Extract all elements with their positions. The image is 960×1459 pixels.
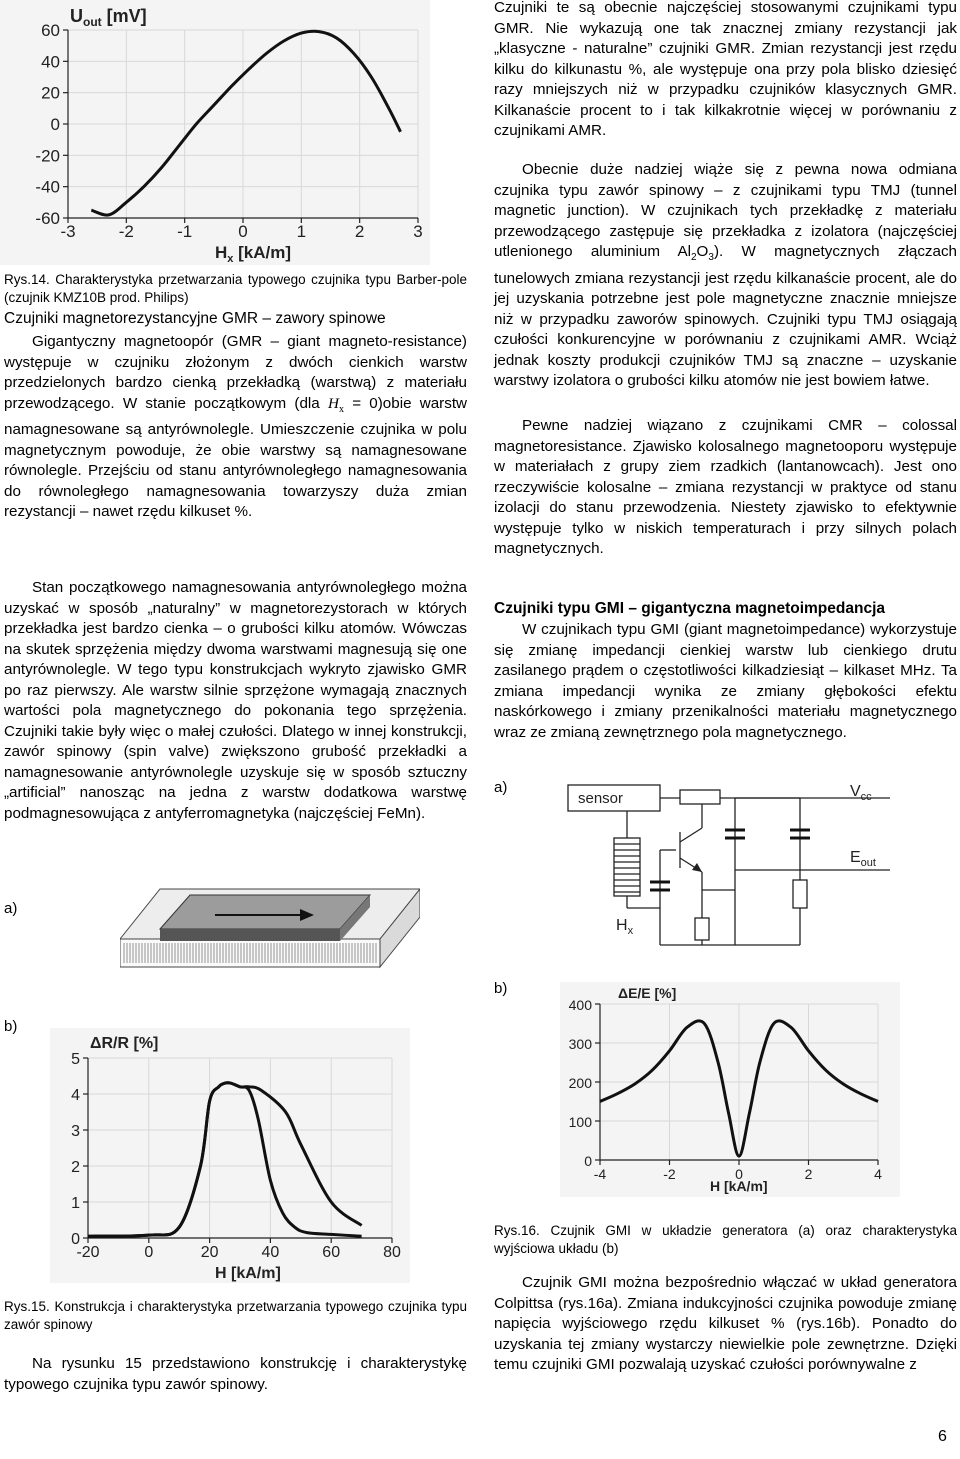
tick-label-x: 80 bbox=[383, 1244, 401, 1261]
tick-label-y: 400 bbox=[568, 997, 592, 1013]
tick-label-x: 1 bbox=[296, 222, 307, 241]
heading-gmi: Czujniki typu GMI – gigantyczna magnetoimpedancja bbox=[494, 600, 886, 617]
fig16b-label: b) bbox=[494, 980, 508, 997]
heading-gmr: Czujniki magnetorezystancyjne GMR – zawory spinowe bbox=[4, 310, 386, 327]
fig14-xlabel: H bbox=[215, 243, 228, 262]
page-number: 6 bbox=[938, 1428, 947, 1445]
tick-label-y: 20 bbox=[41, 83, 60, 103]
tick-label-y: 1 bbox=[71, 1195, 80, 1212]
tick-label-y: 0 bbox=[50, 115, 60, 134]
tick-label-x: 0 bbox=[144, 1244, 154, 1261]
tick-label-y: 100 bbox=[568, 1114, 592, 1130]
svg-text:Uout [mV]: $U_{out}$ [mV] bbox=[70, 6, 147, 29]
tick-label-x: -3 bbox=[60, 222, 76, 241]
svg-text:Vcc: $V_{cc}$ bbox=[850, 783, 872, 803]
tick-label-x: -4 bbox=[593, 1166, 607, 1182]
tick-label-x: 2 bbox=[354, 222, 365, 241]
tick-label-y: 4 bbox=[71, 1087, 80, 1104]
tick-label-x: -20 bbox=[76, 1244, 100, 1261]
right-paragraph-1: Czujniki te są obecnie najczęściej stosowanymi czujnikami typu GMR. Nie wykazują one tak znacznej zmiany rezystancji jak „klasyczne - naturalne” czujniki GMR. Zmian rezystancji jest rzędu kilku do kilkunastu %, ale występuje ona przy pola blisko dziesięć razy mniejszych niż w przypadku czujników klasycznych GMR. Kilkanaście procent to i tak kilkakrotnie więcej w porównaniu z czujnikami AMR. bbox=[494, 0, 957, 139]
tick-label-x: -2 bbox=[663, 1166, 676, 1182]
fig16a-label: a) bbox=[494, 779, 508, 796]
tick-label-x: 0 bbox=[735, 1166, 743, 1182]
tick-label-y: -20 bbox=[35, 146, 60, 166]
tick-label-y: 3 bbox=[71, 1123, 80, 1140]
tick-label-x: 20 bbox=[200, 1244, 219, 1261]
tick-label-y: 40 bbox=[41, 52, 60, 72]
fig15b-ylabel: ΔR/R [%] bbox=[90, 1035, 159, 1052]
right-paragraph-5: Czujnik GMI można bezpośrednio włączać w układ generatora Colpittsa (rys.16a). Zmiana indukcyjności czujnika powoduje zmianę napięcia wyjściowego rzędu kilkuset % (rys.16b). Ponadto do uzyskania tej zmiany wystarczy niewielkie pole zewnętrzne. Dzięki temu czujniki GMI pozwalają uzyskać czułości porównywalne z bbox=[494, 1274, 957, 1373]
fig15b-label: b) bbox=[4, 1018, 18, 1035]
hx-label: H bbox=[616, 917, 628, 934]
tick-label-x: 60 bbox=[322, 1244, 341, 1261]
tick-label-x: -1 bbox=[177, 222, 193, 241]
left-paragraph-1: Gigantyczny magnetoopór (GMR – giant magneto-resistance) występuje w czujniku złożonym z dwóch cienkich warstw przedzielonych bardzo cienką przekładką (warstwą) z materiału przewodzącego. W stanie początkowym (dla $H_x$ = 0)obie warstw namagnesowane są antyrównolegle. Umieszczenie czujnika w polu magnetycznym powoduje, że obie warstwy są namagnesowane równolegle. Przejściu od stanu antyrównoległego namagnesowania do równoległego namagnesowania towarzyszy duża zmian rezystancji – nawet rzędu kilkuset %. bbox=[4, 333, 468, 521]
right-paragraph-4: W czujnikach typu GMI (giant magnetoimpedance) wykorzystuje się zmianę impedancji cienkiej warstw lub cienkiego drutu zasilanego prądem o częstotliwości kilkadziesiąt – kilkaset MHz. Ta zmiana impedancji wynika ze zmiany głębokości efektu naskórkowego i zmiany przenikalności materiału magnetycznego wraz ze zmianą zewnętrznego pola magnetycznego. bbox=[494, 621, 957, 741]
fig16a-circuit bbox=[560, 770, 900, 970]
tick-label-x: 0 bbox=[238, 222, 248, 241]
eout-label: E bbox=[850, 849, 861, 866]
fig15b-chart bbox=[50, 1028, 410, 1283]
right-paragraph-3: Pewne nadziej wiązano z czujnikami CMR – colossal magnetoresistance. Zjawisko kolosalnego magnetooporu występuje w materiałach z grupy ziem rzadkich (lantanowcach). Jest ono rzeczywiście kolosalne – zmiana rezystancji w praktyce od stanu izolacji do stanu przewodzenia. Niestety zjawisko to efektywnie występuje tylko w niskich temperaturach i przy silnych polach magnetycznych. bbox=[494, 417, 957, 557]
left-paragraph-3: Na rysunku 15 przedstawiono konstrukcję i charakterystykę typowego czujnika typu zawór spinowy. bbox=[4, 1355, 467, 1393]
transistor-emitter-arrow-icon bbox=[692, 863, 702, 872]
tick-label-x: 4 bbox=[874, 1166, 882, 1182]
tick-label-y: 200 bbox=[568, 1075, 592, 1091]
left-paragraph-2: Stan początkowego namagnesowania antyrównoległego można uzyskać w sposób „naturalny” w magnetorezystorach w których przekładka jest bardzo cienka – o grubości kilku atomów. Wówczas na skutek sprzężenia między dwoma warstwami magnesują się one antyrównolegle. W tego typu konstrukcjach wykryto zjawisko GMR po raz pierwszy. Ale warstw silnie sprzężone wymagają znacznych wartości pola magnetycznego do pokonania tego sprzężenia. Czujniki takie były więc o małej czułości. Dlatego w innej konstrukcji, zawór spinowy (spin valve) zwiększono grubość przekładki a namagnesowanie antyrównolegle uzyskuje się w sposób sztuczny „artificial” nanosząc na jedna z warstw dodatkowa warstwę podmagnesowująca z antyferromagnetyka (najczęściej FeMn). bbox=[4, 579, 467, 822]
tick-label-y: 0 bbox=[584, 1153, 592, 1169]
fig16b-chart bbox=[560, 982, 900, 1197]
tick-label-y: 60 bbox=[41, 21, 60, 40]
fig15a-structure bbox=[120, 885, 420, 985]
fig16b-ylabel: ΔE/E [%] bbox=[618, 985, 677, 1001]
right-paragraph-2: Obecnie duże nadziej wiąże się z pewna nowa odmiana czujnika typu zawór spinowy – z czujnikami typu TMJ (tunnel magnetic junction). W czujnikach tych przekładkę z materiału przewodzącego zastępuje się przekładka z izolatora (najczęściej utlenionego aluminium $Al_2O_3$). W magnetycznych złączach tunelowych zmiana rezystancji jest rzędu kilkanaście procent, ale do jej uzyskania potrzebne jest pole magnetyczne znacznie mniejsze niż w przypadku zaworów spinowych. Czujniki typu TMJ osiągają czułości konkurencyjne w porównaniu z czujnikami AMR. Wciąż jednak koszty produkcji czujników TMJ są znaczne – uzyskanie warstwy izolatora o grubości kilku atomów nie jest bowiem łatwe. bbox=[494, 161, 957, 390]
fig14-chart bbox=[0, 0, 430, 265]
fig16b-xlabel: H [kA/m] bbox=[710, 1178, 768, 1194]
svg-text:Hx: $H_x$ bbox=[616, 917, 634, 937]
fig15a-label: a) bbox=[4, 900, 18, 917]
svg-text:Hx [kA/m]: $H_x$ [kA/m] bbox=[215, 243, 292, 265]
fig15b-xlabel: H [kA/m] bbox=[215, 1265, 281, 1282]
vcc-label: V bbox=[850, 783, 861, 800]
fig14-caption: Rys.14. Charakterystyka przetwarzania typowego czujnika typu Barber-pole (czujnik KMZ10B prod. Philips) bbox=[4, 272, 467, 305]
fig16-caption: Rys.16. Czujnik GMI w układzie generatora (a) oraz charakterystyka wyjściowa układu (b) bbox=[494, 1223, 957, 1256]
sensor-label: sensor bbox=[578, 790, 624, 807]
tick-label-y: -60 bbox=[35, 209, 60, 228]
tick-label-y: 2 bbox=[71, 1159, 80, 1176]
tick-label-x: 2 bbox=[804, 1166, 813, 1182]
tick-label-x: 3 bbox=[413, 222, 423, 241]
tick-label-y: 0 bbox=[71, 1231, 80, 1248]
tick-label-y: -40 bbox=[35, 177, 60, 197]
fig15-caption: Rys.15. Konstrukcja i charakterystyka przetwarzania typowego czujnika typu zawór spinowy bbox=[4, 1299, 467, 1332]
svg-text:Eout: $E_{out}$ bbox=[850, 849, 876, 869]
tick-label-y: 5 bbox=[71, 1051, 80, 1068]
tick-label-x: -2 bbox=[118, 222, 134, 241]
tick-label-y: 300 bbox=[568, 1036, 592, 1052]
fig14-ylabel: U bbox=[70, 6, 83, 26]
tick-label-x: 40 bbox=[261, 1244, 280, 1261]
